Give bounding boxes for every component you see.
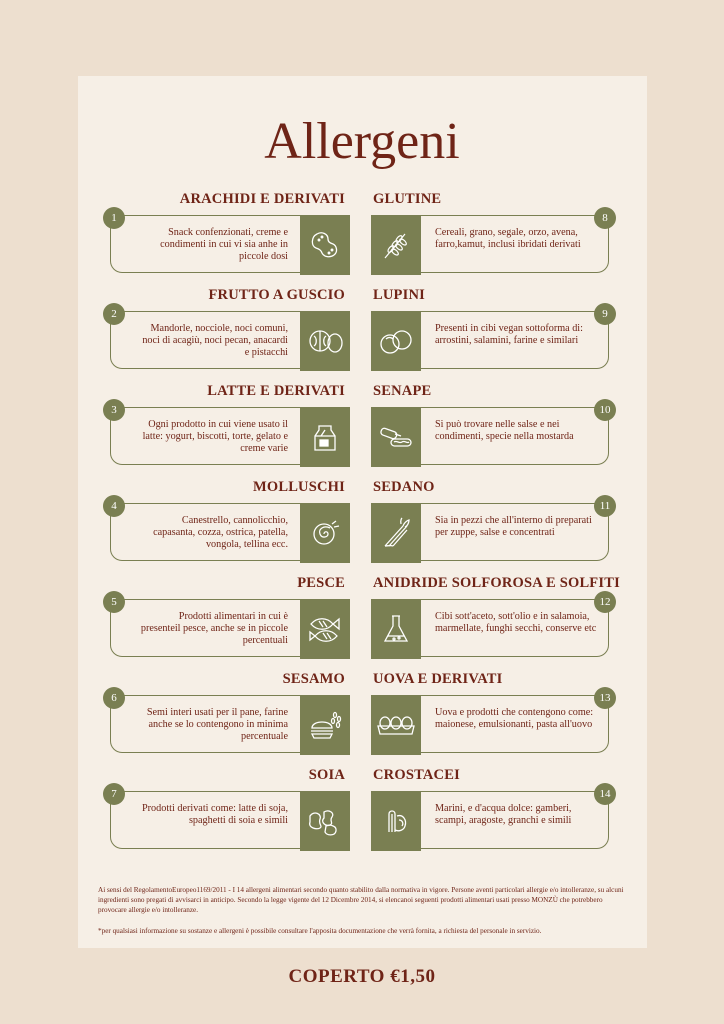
allergen-number: 4 — [103, 495, 125, 517]
allergen-description: Cibi sott'aceto, sott'olio e in salamoia, marmellate, funghi secchi, conserve etc — [435, 611, 597, 634]
allergen-name: SENAPE — [373, 383, 432, 399]
allergen-name: PESCE — [297, 575, 345, 591]
allergen-description: Mandorle, nocciole, noci comuni, noci di acagiù, noci pecan, anacardi e pistacchi — [142, 323, 288, 358]
allergen-name: SOIA — [308, 767, 345, 783]
legal-note: Ai sensi del RegolamentoEuropeo1169/2011 - I 14 allergeni alimentari secondo quanto stabilito dalla normativa in vigore. Persone aventi particolari allergie e/o intolleranze, su alcuni ingredienti sono pregati di avvisarci in anticipo. Secondo la legge vigente del 12 Dicembre 2014, si elencanoi seguenti prodotti alimentari usati presso MONZÙ che potrebbero provocare allergie e/o intolleranze. — [98, 886, 624, 914]
allergen-description: Si può trovare nelle salse e nei condimenti, specie nella mostarda — [435, 419, 574, 442]
allergen-item-crostacei — [373, 767, 613, 853]
allergen-name: ARACHIDI E DERIVATI — [179, 191, 345, 207]
peanut-icon — [300, 215, 350, 275]
shell-icon — [300, 503, 350, 563]
allergen-item-pesce — [105, 575, 345, 661]
allergen-number: 5 — [103, 591, 125, 613]
allergen-row — [105, 767, 620, 863]
celery-icon — [371, 503, 421, 563]
allergen-item-molluschi — [105, 479, 345, 565]
allergen-name: UOVA E DERIVATI — [373, 671, 503, 687]
eggs-icon — [371, 695, 421, 755]
allergen-item-uova — [373, 671, 613, 757]
lupin-icon — [371, 311, 421, 371]
page-title: Allergeni — [264, 113, 460, 170]
allergen-number: 8 — [594, 207, 616, 229]
allergen-item-solfiti — [373, 575, 620, 661]
allergen-description: Prodotti alimentari in cui è presenteil pesce, anche se in piccole percentuali — [140, 611, 288, 646]
allergen-name: MOLLUSCHI — [252, 479, 345, 495]
allergen-description: Marini, e d'acqua dolce: gamberi, scampi, aragoste, granchi e simili — [435, 803, 572, 826]
info-note: *per qualsiasi informazione su sostanze e allergeni è possibile consultare l'apposita documentazione che verrà fornita, a richiesta del personale in servizio. — [98, 927, 542, 935]
allergen-description: Snack confenzionati, creme e condimenti in cui vi sia anhe in piccole dosi — [160, 227, 288, 262]
allergen-row — [105, 191, 620, 287]
allergen-description: Ogni prodotto in cui viene usato il latte: yogurt, biscotti, torte, gelato e creme varie — [142, 419, 288, 454]
allergen-row — [105, 287, 620, 383]
allergen-number: 7 — [103, 783, 125, 805]
allergen-name: GLUTINE — [373, 191, 442, 207]
allergen-name: SEDANO — [373, 479, 435, 495]
allergen-number: 14 — [594, 783, 616, 805]
allergen-item-lupini — [373, 287, 613, 373]
flask-icon — [371, 599, 421, 659]
wheat-icon — [371, 215, 421, 275]
allergen-description: Canestrello, cannolicchio, capasanta, cozza, ostrica, patella, vongola, tellina ecc. — [153, 515, 288, 550]
allergen-number: 2 — [103, 303, 125, 325]
allergen-description: Semi interi usati per il pane, farine anche se lo contengono in minima percentuale — [146, 707, 288, 742]
allergen-description: Prodotti derivati come: latte di soja, spaghetti di soia e simili — [142, 803, 288, 826]
allergen-number: 10 — [594, 399, 616, 421]
milk-carton-icon — [300, 407, 350, 467]
allergen-item-sesamo — [105, 671, 345, 757]
allergen-item-arachidi — [105, 191, 345, 277]
allergen-number: 13 — [594, 687, 616, 709]
allergen-description: Sia in pezzi che all'interno di preparati per zuppe, salse e concentrati — [435, 515, 592, 538]
allergen-item-sedano — [373, 479, 613, 565]
allergen-row — [105, 575, 620, 671]
fish-icon — [300, 599, 350, 659]
allergen-item-senape — [373, 383, 613, 469]
allergen-name: SESAMO — [282, 671, 345, 687]
cover-charge: COPERTO €1,50 — [288, 966, 436, 987]
allergen-description: Cereali, grano, segale, orzo, avena, farro,kamut, inclusi ibridati derivati — [435, 227, 581, 250]
allergen-number: 12 — [594, 591, 616, 613]
allergen-name: FRUTTO A GUSCIO — [208, 287, 345, 303]
allergen-name: LATTE E DERIVATI — [207, 383, 345, 399]
soy-bean-icon — [300, 791, 350, 851]
allergen-item-soia — [105, 767, 345, 853]
allergen-item-glutine — [373, 191, 613, 277]
allergen-name: CROSTACEI — [373, 767, 460, 783]
allergen-description: Uova e prodotti che contengono come: maionese, emulsionanti, pasta all'uovo — [435, 707, 594, 730]
shrimp-icon — [371, 791, 421, 851]
allergen-item-frutto-a-guscio — [105, 287, 345, 373]
allergen-row — [105, 671, 620, 767]
mustard-icon — [371, 407, 421, 467]
allergen-number: 6 — [103, 687, 125, 709]
allergen-name: LUPINI — [373, 287, 425, 303]
allergen-number: 1 — [103, 207, 125, 229]
allergen-item-latte — [105, 383, 345, 469]
allergen-number: 3 — [103, 399, 125, 421]
allergen-number: 11 — [594, 495, 616, 517]
nut-icon — [300, 311, 350, 371]
allergen-description: Presenti in cibi vegan sottoforma di: arrostini, salamini, farine e similari — [435, 323, 583, 346]
allergen-row — [105, 383, 620, 479]
burger-sesame-icon — [300, 695, 350, 755]
allergen-row — [105, 479, 620, 575]
allergen-number: 9 — [594, 303, 616, 325]
allergen-name: ANIDRIDE SOLFOROSA E SOLFITI — [373, 575, 620, 591]
allergen-grid — [105, 191, 620, 863]
